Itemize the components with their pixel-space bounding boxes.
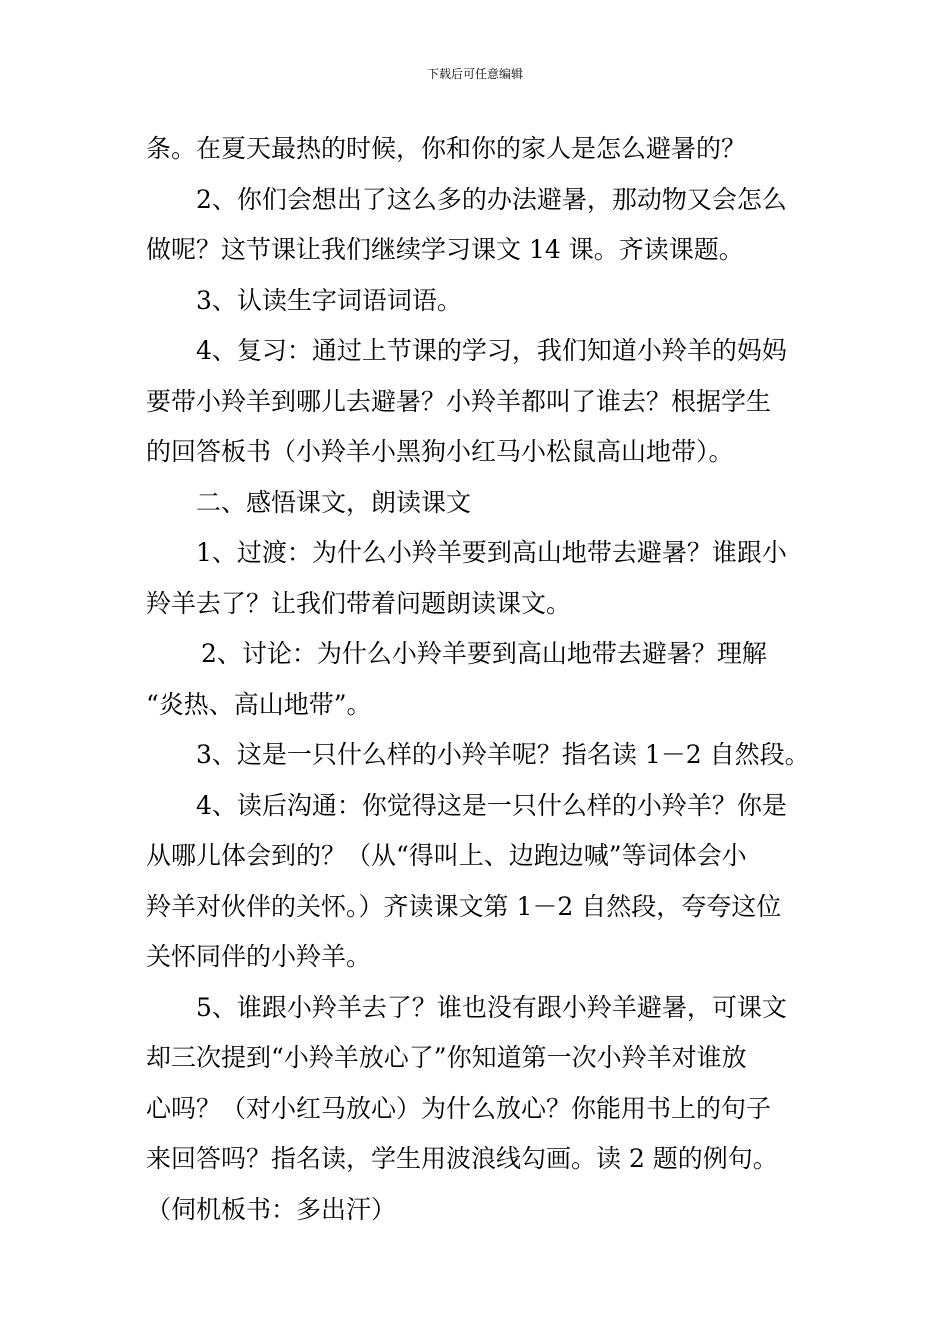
- page-header: 下载后可任意编辑: [426, 67, 523, 81]
- text-line: 3、认读生字词语词语。: [196, 285, 462, 315]
- body-text: [146, 124, 810, 1235]
- text-line: 羚羊对伙伴的关怀。）齐读课文第 1－2 自然段，夸夸这位: [146, 891, 782, 921]
- text-line: 4、复习：通过上节课的学习，我们知道小羚羊的妈妈: [196, 336, 787, 365]
- text-line: （伺机板书：多出汗）: [146, 1194, 397, 1224]
- text-line: 关怀同伴的小羚羊。: [146, 942, 372, 971]
- text-line: 2、你们会想出了这么多的办法避暑，那动物又会怎么: [196, 184, 787, 214]
- text-line: 1、过渡：为什么小羚羊要到高山地带去避暑？谁跟小: [196, 538, 787, 567]
- text-line: 的回答板书（小羚羊小黑狗小红马小松鼠高山地带）。: [146, 437, 734, 466]
- text-line: 4、读后沟通：你觉得这是一只什么样的小羚羊？你是: [196, 790, 787, 820]
- text-line: 从哪儿体会到的？（从“得叫上、边跑边喊”等词体会小: [146, 841, 747, 870]
- text-line: “炎热、高山地带”。: [146, 689, 372, 719]
- text-line: 来回答吗？指名读，学生用波浪线勾画。读 2 题的例句。: [146, 1144, 778, 1173]
- text-line: 要带小羚羊到哪儿去避暑？小羚羊都叫了谁去？根据学生: [146, 386, 772, 416]
- text-line: 2、讨论：为什么小羚羊要到高山地带去避暑？理解: [201, 639, 767, 668]
- text-line: 做呢？这节课让我们继续学习课文 14 课。齐读课题。: [146, 235, 744, 264]
- text-line: 却三次提到“小羚羊放心了”你知道第一次小羚羊对谁放: [146, 1043, 747, 1072]
- text-line: 羚羊去了？让我们带着问题朗读课文。: [146, 588, 572, 618]
- text-line: 心吗？（对小红马放心）为什么放心？你能用书上的句子: [146, 1093, 772, 1123]
- section-heading: 二、感悟课文，朗读课文: [196, 487, 472, 517]
- text-line: 3、这是一只什么样的小羚羊呢？指名读 1－2 自然段。: [196, 740, 810, 769]
- text-line: 5、谁跟小羚羊去了？谁也没有跟小羚羊避暑，可课文: [196, 992, 787, 1022]
- text-line: 条。在夏天最热的时候，你和你的家人是怎么避暑的？: [146, 134, 747, 163]
